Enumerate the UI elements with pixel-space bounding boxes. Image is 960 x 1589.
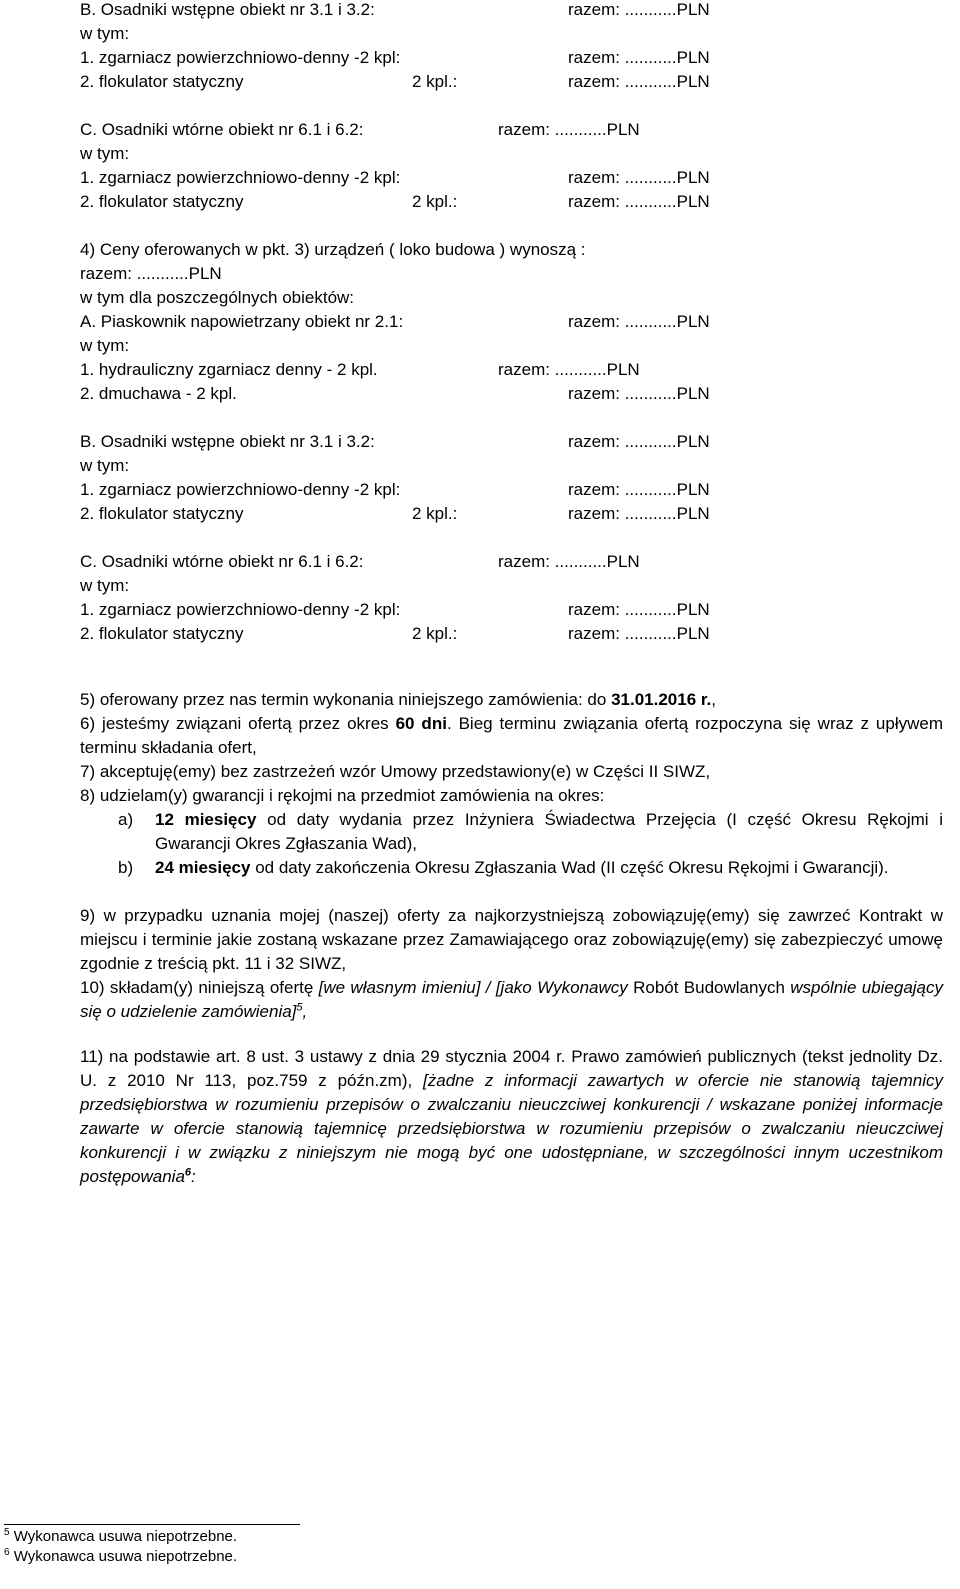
footnote-6: $^6$ Wykonawca usuwa niepotrzebne. xyxy=(4,1547,238,1565)
line-zgarniacz: 1. zgarniacz powierzchniowo-denny -2 kpl: razem: ...........PLN xyxy=(80,480,710,499)
point-7: 7) akceptuję(emy) bez zastrzeżeń wzór Umowy przedstawiony(e) w Części II SIWZ, xyxy=(80,762,711,781)
section-4-heading: 4) Ceny oferowanych w pkt. 3) urządzeń ( loko budowa ) wynoszą : xyxy=(80,240,586,259)
line-w-tym: w tym: xyxy=(80,336,130,355)
line-b-osadniki-wstepne: B. Osadniki wstępne obiekt nr 3.1 i 3.2: razem: ...........PLN xyxy=(80,0,710,19)
footnote-5: $^5$ Wykonawca usuwa niepotrzebne. xyxy=(4,1527,238,1545)
line-flokulator: 2. flokulator statyczny 2 kpl.: razem: ...........PLN xyxy=(80,504,710,523)
line-a-piaskownik: A. Piaskownik napowietrzany obiekt nr 2.1: razem: ...........PLN xyxy=(80,312,710,331)
point-10: 10) składam(y) niniejszą ofertę [we własnym imieniu] / [jako Wykonawcy Robót Budowlanych wspólnie ubiegający się o udzielenie zamówienia]$^5$, xyxy=(80,978,944,1021)
point-11: 11) na podstawie art. 8 ust. 3 ustawy z dnia 29 stycznia 2004 r. Prawo zamówień publicznych (tekst jednolity Dz. U. z 2010 Nr 113, poz.759 z późn.zm), [żadne z informacji zawartych w ofercie nie stanowią tajemnicy przedsiębiorstwa w rozumieniu przepisów o zwalczaniu nieuczciwej konkurencji / wskazane poniżej informacje zawarte w ofercie stanowią tajemnicę przedsiębiorstwa w rozumieniu przepisów o zwalczaniu nieuczciwej konkurencji i w związku z niniejszym nie mogą być one udostępniane, w szczególności innym uczestnikom postępowania$^6$: xyxy=(80,1047,943,1186)
point-9: 9) w przypadku uznania mojej (naszej) oferty za najkorzystniejszą zobowiązuję(emy) się zawrzeć Kontrakt w miejscu i terminie jakie zostaną wskazane przez Zamawiającego oraz zobowiązuję(emy) się zabezpieczyć umowę zgodnie z treścią pkt. 11 i 32 SIWZ, xyxy=(80,906,943,973)
line-c-osadniki-wtorne: C. Osadniki wtórne obiekt nr 6.1 i 6.2: razem: ...........PLN xyxy=(80,552,640,571)
section-4-intro: w tym dla poszczególnych obiektów: xyxy=(80,288,355,307)
line-w-tym: w tym: xyxy=(80,576,130,595)
footnote-separator xyxy=(4,1524,300,1525)
line-flokulator: 2. flokulator statyczny 2 kpl.: razem: ...........PLN xyxy=(80,624,710,643)
line-hydrauliczny-zgarniacz: 1. hydrauliczny zgarniacz denny - 2 kpl. razem: ...........PLN xyxy=(80,360,640,379)
line-zgarniacz: 1. zgarniacz powierzchniowo-denny -2 kpl: razem: ...........PLN xyxy=(80,168,710,187)
line-flokulator: 2. flokulator statyczny 2 kpl.: razem: ...........PLN xyxy=(80,192,710,211)
line-w-tym: w tym: xyxy=(80,456,130,475)
point-6: 6) jesteśmy związani ofertą przez okres 60 dni. Bieg terminu związania ofertą rozpoczyna się wraz z upływem terminu składania ofert, xyxy=(80,714,944,757)
line-flokulator: 2. flokulator statyczny 2 kpl.: razem: ...........PLN xyxy=(80,72,710,91)
line-zgarniacz: 1. zgarniacz powierzchniowo-denny -2 kpl: razem: ...........PLN xyxy=(80,48,710,67)
footnote-ref-5: 5 xyxy=(296,1001,303,1014)
point-5: 5) oferowany przez nas termin wykonania niniejszego zamówienia: do 31.01.2016 r., xyxy=(80,690,717,709)
point-8b: b) 24 miesięcy od daty zakończenia Okresu Zgłaszania Wad (II część Okresu Rękojmi i Gwarancji). xyxy=(118,858,889,877)
line-b-osadniki-wstepne: B. Osadniki wstępne obiekt nr 3.1 i 3.2: razem: ...........PLN xyxy=(80,432,710,451)
line-c-osadniki-wtorne: C. Osadniki wtórne obiekt nr 6.1 i 6.2: razem: ...........PLN xyxy=(80,120,640,139)
point-8: 8) udzielam(y) gwarancji i rękojmi na przedmiot zamówienia na okres: xyxy=(80,786,605,805)
footnote-ref-6: 6 xyxy=(184,1166,192,1179)
line-w-tym: w tym: xyxy=(80,144,130,163)
section-4-razem: razem: ...........PLN xyxy=(80,264,222,283)
line-dmuchawa: 2. dmuchawa - 2 kpl. razem: ...........PLN xyxy=(80,384,710,403)
line-w-tym: w tym: xyxy=(80,24,130,43)
line-zgarniacz: 1. zgarniacz powierzchniowo-denny -2 kpl: razem: ...........PLN xyxy=(80,600,710,619)
point-8a: a) 12 miesięcy od daty wydania przez Inżyniera Świadectwa Przejęcia (I część Okresu Rękojmi i Gwarancji Okres Zgłaszania Wad), xyxy=(118,810,943,853)
